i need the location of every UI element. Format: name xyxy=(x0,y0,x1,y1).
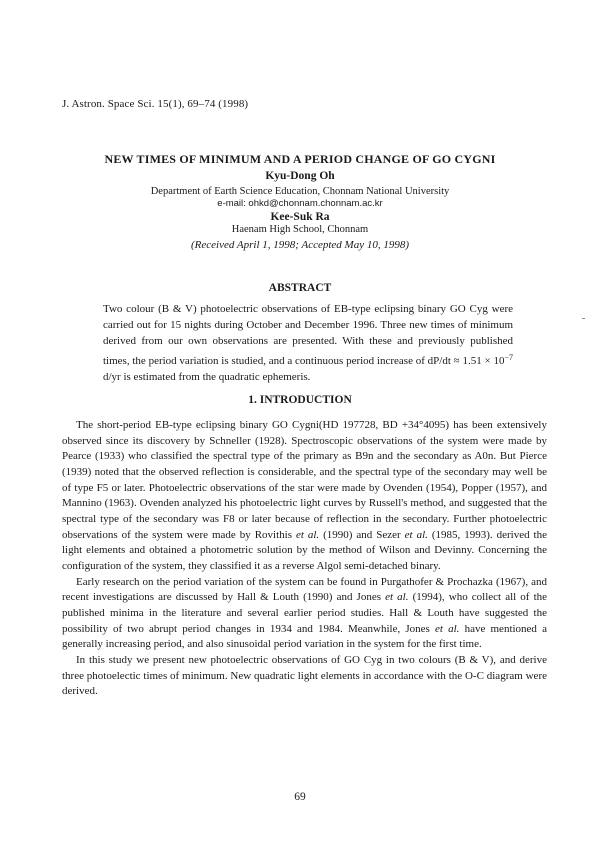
journal-reference: J. Astron. Space Sci. 15(1), 69–74 (1998) xyxy=(62,98,249,110)
section-heading: 1. INTRODUCTION xyxy=(248,394,352,406)
abstract-exponent: −7 xyxy=(504,352,513,362)
paragraph: In this study we present new photoelectric observations of GO Cyg in two colours (B & V), and derive three photoelectic times of minimum. New quadratic light elements in accordance with the O-C diagram were derived. xyxy=(62,653,547,698)
abstract-body xyxy=(103,302,513,386)
received-dates: (Received April 1, 1998; Accepted May 10, 1998) xyxy=(191,239,409,251)
paragraph: The short-period EB-type eclipsing binary GO Cygni(HD 197728, BD +34°4095) has been extensively observed since its discovery by Schneller (1928). Spectroscopic observations of the system were made by Pearce (1933) who classified the spectral type of the primary as B9n and the secondary as A0n. But Pierce (1939) noted that the observed reflection is considerable, and the spectral type of the secondary may well be of type F5 or later. Photoelectric observations of the star were made by Ovenden (1954), Popper (1957), and Mannino (1963). Ovenden analyzed his photoelectric light curves by Russell's method, and suggested that the spectral type of the secondary was F8 or later because of reflection in the secondary. Further photoelectric observations of the system were made by Rovithis et al. (1990) and Sezer et al. (1985, 1993). derived the light elements and obtained a photometric solution by the method of Wilson and Devinny. Concerning the configuration of the system, they classified it as a reverse Algol semi-detached binary. xyxy=(62,419,547,572)
abstract-heading: ABSTRACT xyxy=(268,282,332,294)
author-email: e-mail: ohkd@chonnam.chonnam.ac.kr xyxy=(217,198,383,209)
author-affiliation: Haenam High School, Chonnam xyxy=(231,224,369,235)
margin-mark xyxy=(582,318,585,319)
paper-title: NEW TIMES OF MINIMUM AND A PERIOD CHANGE OF GO CYGNI xyxy=(104,152,496,166)
paragraph: Early research on the period variation of the system can be found in Purgathofer & Prochazka (1967), and recent investigations are discussed by Hall & Louth (1990) and Jones et al. (1994), who collect all of the published minima in the literature and several earlier period studies. Hall & Louth have suggested the possibility of two abrupt period changes in 1934 and 1984. Meanwhile, Jones et al. have mentioned a generally increasing period, and also sinusoidal period variation in the system for the first time. xyxy=(62,575,548,651)
author-affiliation: Department of Earth Science Education, Chonnam National University xyxy=(150,186,450,197)
abstract-text: Two colour (B & V) photoelectric observations of EB-type eclipsing binary GO Cyg were carried out for 15 nights during October and December 1996. Three new times of minimum derived from our own observations are presented. With these and previously published times, the period variation is studied, and a continuous period increase of dP/dt ≈ 1.51 × 10 xyxy=(103,303,513,367)
introduction-body xyxy=(62,418,547,700)
page-number: 69 xyxy=(294,791,306,803)
author-name: Kyu-Dong Oh xyxy=(265,170,335,182)
abstract-text: d/yr is estimated from the quadratic ephemeris. xyxy=(103,370,311,383)
author-name: Kee-Suk Ra xyxy=(270,211,330,223)
